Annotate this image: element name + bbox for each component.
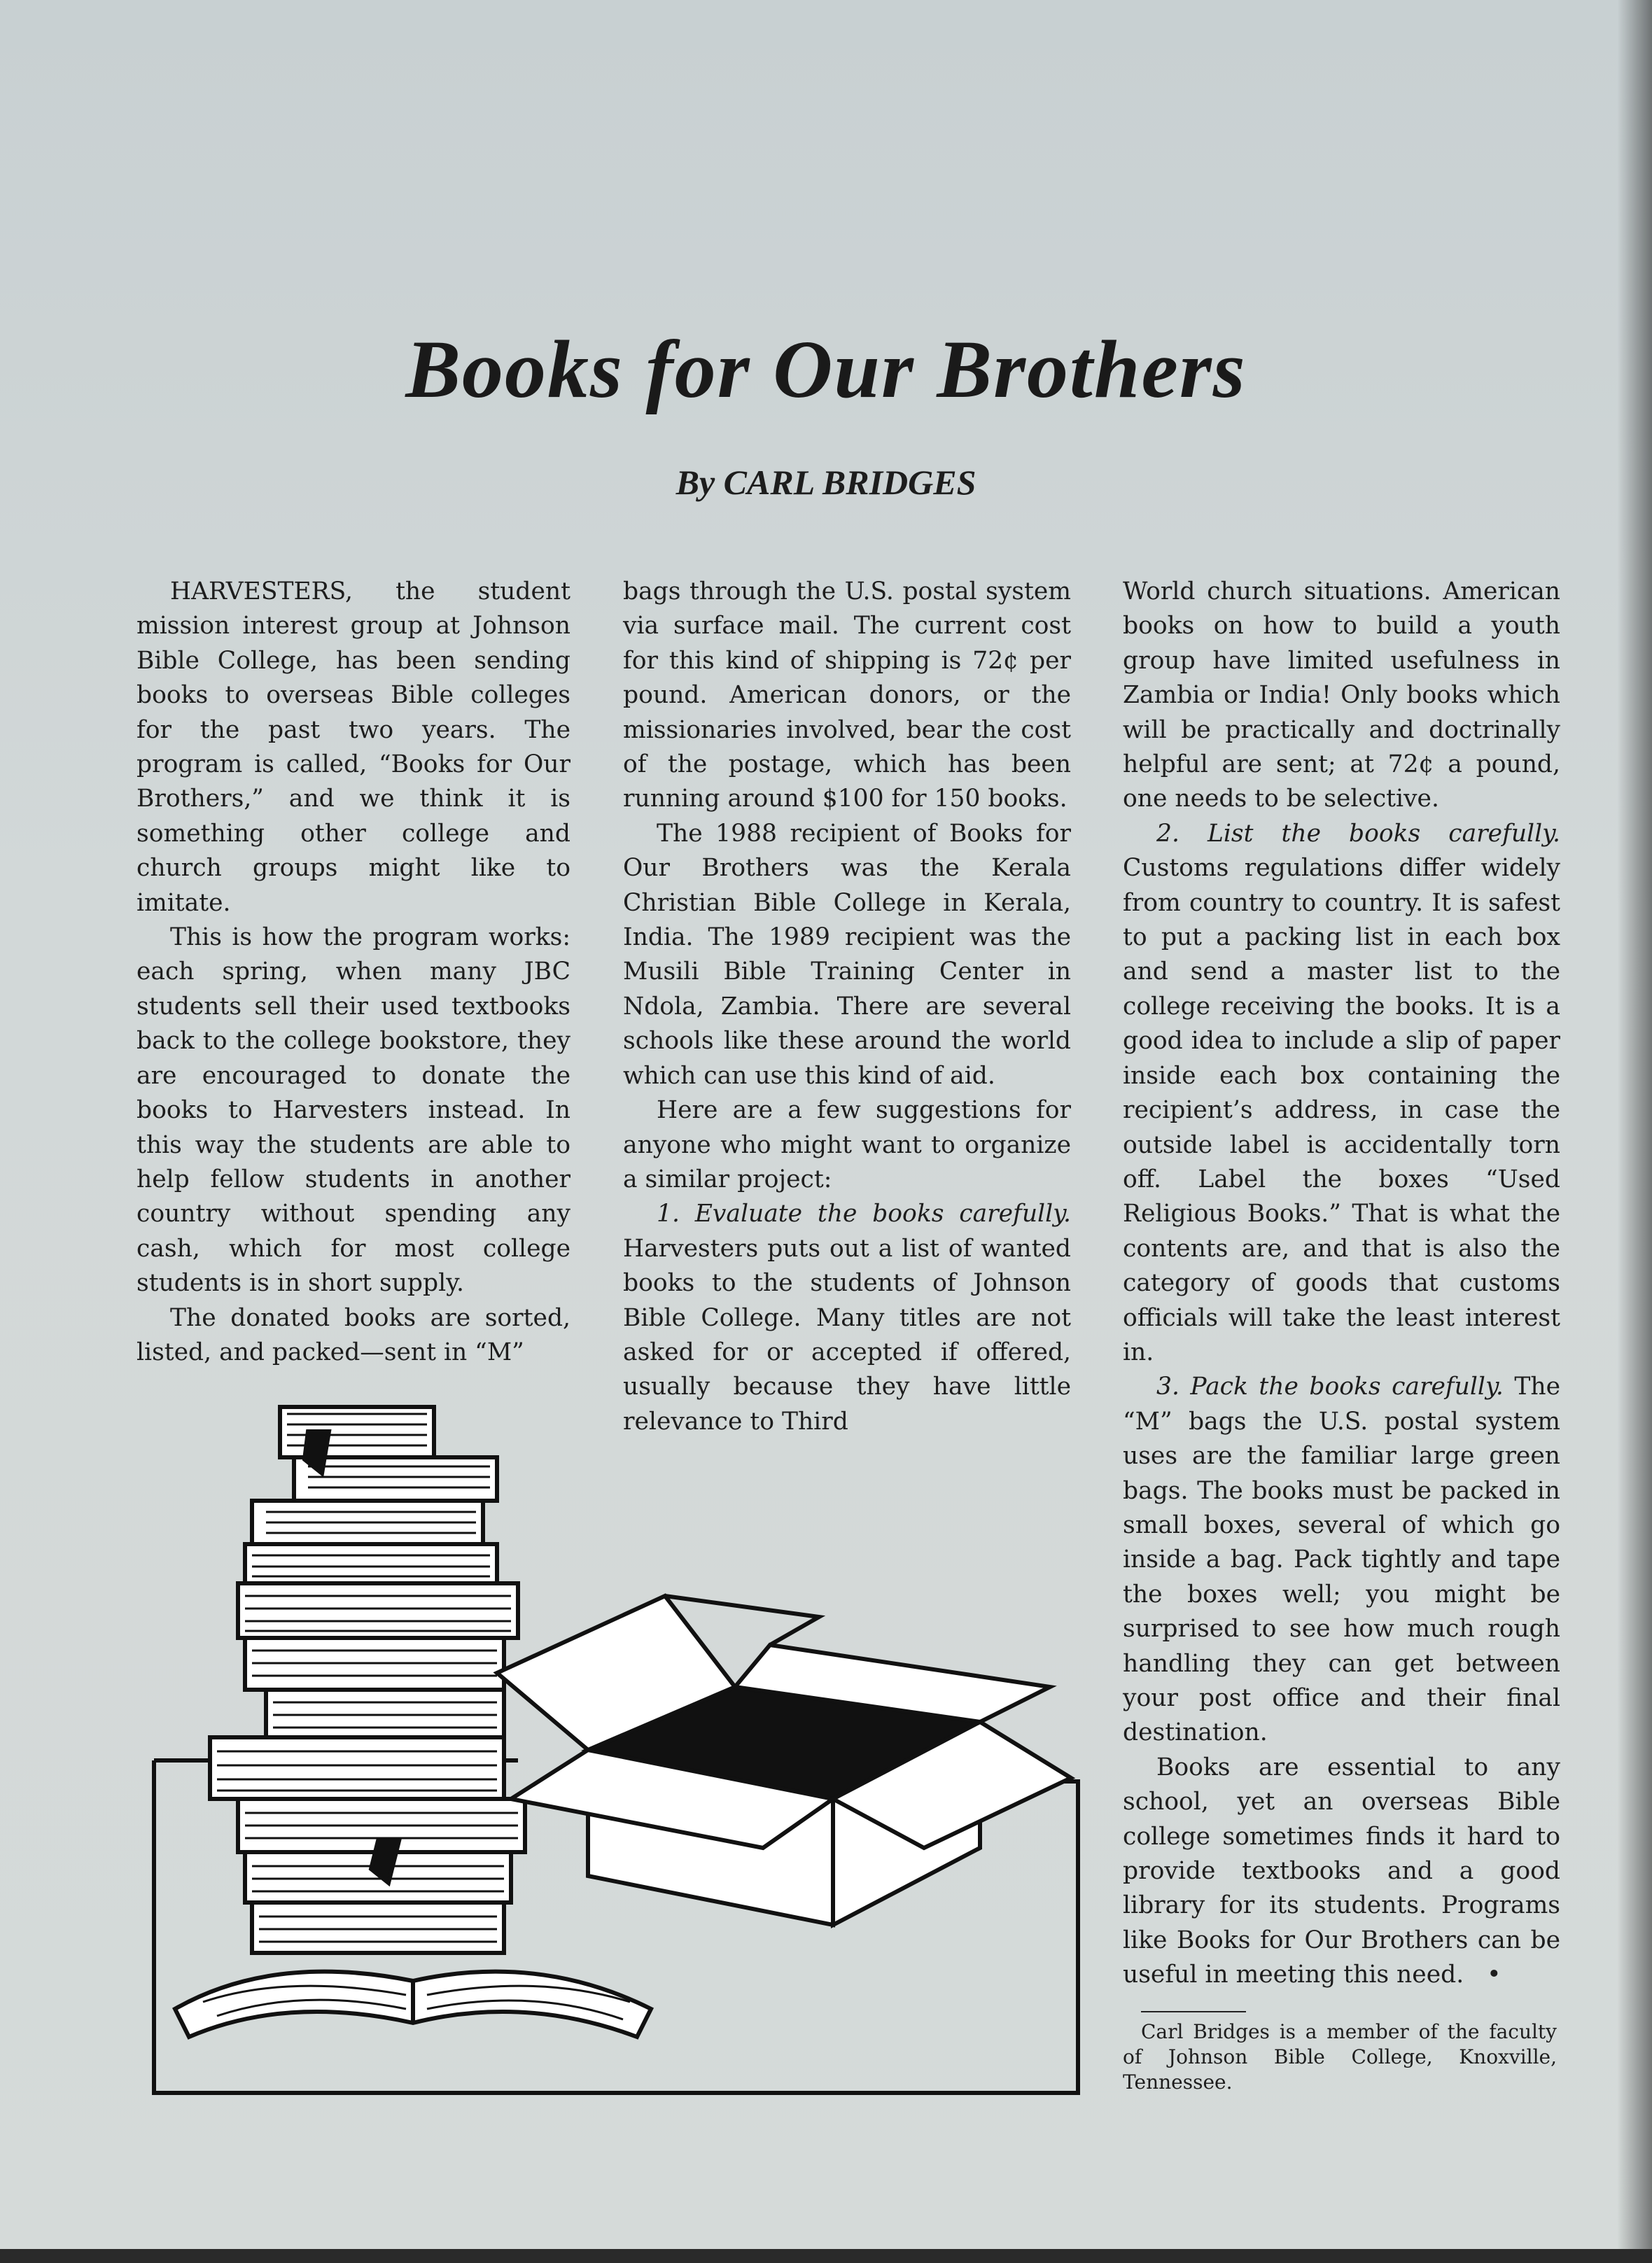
article-byline: By CARL BRIDGES: [676, 463, 976, 502]
suggestion-2: [1123, 817, 1560, 1371]
paragraph: The 1988 recipient of Books for Our Brothers was the Kerala Christian Bible College in Kerala, India. The 1989 recipient was the Musili Bible Training Center in Ndola, Zambia. There are several schools like these around the world which can use this kind of aid.: [623, 819, 1071, 1090]
open-box-icon: [497, 1596, 1071, 1925]
column-3: [1123, 575, 1560, 1993]
suggestion-body: The “M” bags the U.S. postal system uses are the familiar large green bags. The books must be packed in small boxes, several of which go inside a bag. Pack tightly and tape the boxes well; you might be surprised to see how much rough handling they can get between your post office and their final destination.: [1123, 1373, 1560, 1747]
author-note: Carl Bridges is a member of the faculty of Johnson Bible College, Knoxville, Tennessee.: [1123, 2020, 1557, 2094]
suggestion-heading: 1. Evaluate the books carefully.: [657, 1200, 1071, 1228]
end-mark: •: [1487, 1961, 1502, 1989]
closing-text: Books are essential to any school, yet an overseas Bible college sometimes finds it hard to provide textbooks and a good library for its students. Programs like Books for Our Brothers can be useful in meeting this need.: [1123, 1753, 1560, 1989]
suggestion-body: Harvesters puts out a list of wanted books to the students of Johnson Bible College. Many titles are not asked for or accepted if offered, usually because they have little relevance to Third: [623, 1234, 1071, 1436]
suggestion-3: [1123, 1370, 1560, 1750]
paragraph: The donated books are sorted, listed, and packed—sent in “M”: [136, 1303, 570, 1366]
footnote-rule: [1141, 2011, 1246, 2012]
paragraph: This is how the program works: each spring, when many JBC students sell their used textbooks back to the college bookstore, they are encouraged to donate the books to Harvesters instead. In this way the students are able to help fellow students in another country without spending any cash, which for most college students is in short supply.: [136, 923, 570, 1298]
column-2: [623, 575, 1071, 1439]
books-and-box-illustration: [147, 1393, 1085, 2100]
closing-paragraph: [1123, 1751, 1560, 1993]
page-bottom-edge: [0, 2249, 1652, 2263]
column-1: [136, 575, 570, 1370]
paragraph: World church situations. American books on how to build a youth group have limited usefulness in Zambia or India! Only books which will be practically and doctrinally helpful are sent; at 72¢ a pound, one needs to be selective.: [1123, 577, 1560, 813]
paragraph: bags through the U.S. postal system via surface mail. The current cost for this kind of shipping is 72¢ per pound. American donors, or the missionaries involved, bear the cost of the postage, which has been running around $100 for 150 books.: [623, 577, 1071, 813]
suggestion-heading: 2. List the books carefully.: [1156, 819, 1560, 848]
bleed-through-text: [1337, 63, 1603, 245]
article-title: Books for Our Brothers: [405, 323, 1247, 415]
paragraph: Here are a few suggestions for anyone who might want to organize a similar project:: [623, 1096, 1071, 1193]
suggestion-body: Customs regulations differ widely from country to country. It is safest to put a packing list in each box and send a master list to the college receiving the books. It is a good idea to include a slip of paper inside each box containing the recipient’s address, in case the outside label is accidentally torn off. Label the boxes “Used Religious Books.” That is what the contents are, and that is also the category of goods that customs officials will take the least interest in.: [1123, 854, 1560, 1366]
suggestion-heading: 3. Pack the books carefully.: [1156, 1373, 1504, 1401]
paragraph: HARVESTERS, the student mission interest group at Johnson Bible College, has been sending books to overseas Bible colleges for the past two years. The program is called, “Books for Our Brothers,” and we think it is something other college and church groups might like to imitate.: [136, 577, 570, 917]
